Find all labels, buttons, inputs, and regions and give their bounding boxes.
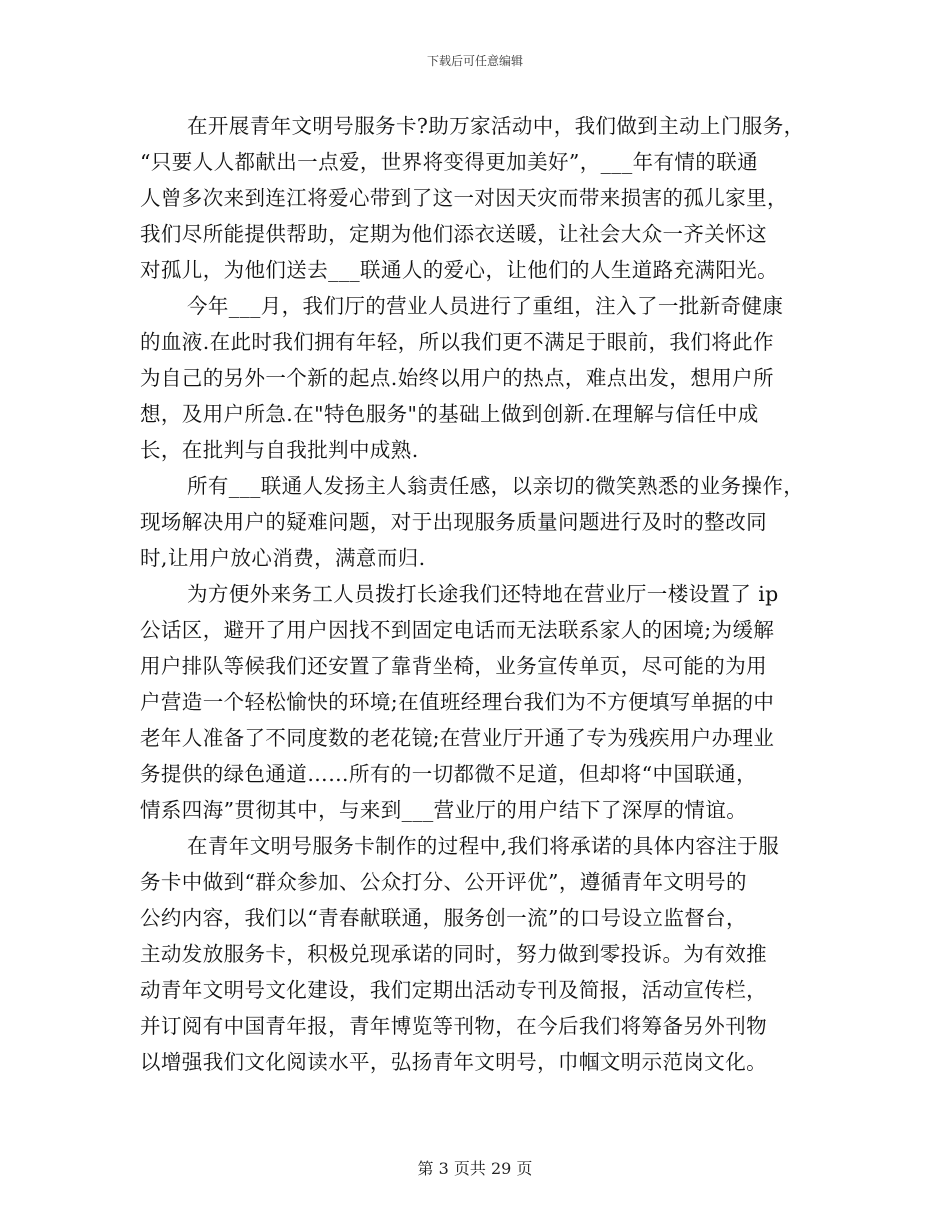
text-line: 主动发放服务卡，积极兑现承诺的同时，努力做到零投诉。为有效推 [140, 942, 767, 966]
paragraph [140, 828, 820, 1080]
text-line: 的血液.在此时我们拥有年轻，所以我们更不满足于眼前，我们将此作 [140, 330, 774, 354]
text-line: 今年___月，我们厅的营业人员进行了重组，注入了一批新奇健康 [187, 294, 784, 318]
paragraph [140, 468, 820, 576]
text-line: 在青年文明号服务卡制作的过程中,我们将承诺的具体内容注于服 [187, 834, 780, 858]
text-line: 务卡中做到“群众参加、公众打分、公开评优”，遵循青年文明号的 [140, 870, 747, 894]
text-line: “只要人人都献出一点爱，世界将变得更加美好”，___年有情的联通 [140, 150, 759, 174]
text-line: 人曾多次来到连江将爱心带到了这一对因天灾而带来损害的孤儿家里， [140, 186, 788, 210]
text-line: 现场解决用户的疑难问题，对于出现服务质量问题进行及时的整改同 [140, 510, 767, 534]
text-line: 公话区，避开了用户因找不到固定电话而无法联系家人的困境;为缓解 [140, 618, 775, 642]
text-line: 时,让用户放心消费，满意而归. [140, 546, 426, 570]
text-line: 长，在批判与自我批判中成熟. [140, 438, 419, 462]
paragraph [140, 288, 820, 468]
page-number: 第 3 页共 29 页 [417, 1159, 533, 1178]
text-line: 户营造一个轻松愉快的环境;在值班经理台我们为不方便填写单据的中 [140, 690, 775, 714]
text-line: 为自己的另外一个新的起点.始终以用户的热点，难点出发，想用户所 [140, 366, 774, 390]
text-line: 情系四海”贯彻其中，与来到___营业厅的用户结下了深厚的情谊。 [140, 798, 748, 822]
text-line: 用户排队等候我们还安置了靠背坐椅，业务宣传单页，尽可能的为用 [140, 654, 767, 678]
paragraph [140, 108, 820, 288]
text-line: 对孤儿，为他们送去___联通人的爱心，让他们的人生道路充满阳光。 [140, 258, 779, 282]
text-line: 所有___联通人发扬主人翁责任感，以亲切的微笑熟悉的业务操作， [187, 474, 805, 498]
paragraph [140, 576, 820, 828]
text-line: 以增强我们文化阅读水平，弘扬青年文明号，巾帼文明示范岗文化。 [140, 1050, 767, 1074]
text-line: 想，及用户所急.在"特色服务"的基础上做到创新.在理解与信任中成 [140, 402, 759, 426]
text-line: 为方便外来务工人员拨打长途我们还特地在营业厅一楼设置了 ip [187, 582, 779, 606]
page-header: 下载后可任意编辑 [426, 54, 523, 68]
text-line: 老年人准备了不同度数的老花镜;在营业厅开通了专为残疾用户办理业 [140, 726, 775, 750]
text-line: 并订阅有中国青年报，青年博览等刊物，在今后我们将筹备另外刊物 [140, 1014, 767, 1038]
text-line: 在开展青年文明号服务卡?助万家活动中，我们做到主动上门服务， [187, 114, 805, 138]
text-line: 公约内容，我们以“青春献联通，服务创一流”的口号设立监督台， [140, 906, 747, 930]
text-line: 务提供的绿色通道……所有的一切都微不足道，但却将“中国联通， [140, 762, 757, 786]
text-line: 动青年文明号文化建设，我们定期出活动专刊及简报，活动宣传栏， [140, 978, 767, 1002]
document-body [140, 108, 820, 1080]
text-line: 我们尽所能提供帮助，定期为他们添衣送暖，让社会大众一齐关怀这 [140, 222, 767, 246]
